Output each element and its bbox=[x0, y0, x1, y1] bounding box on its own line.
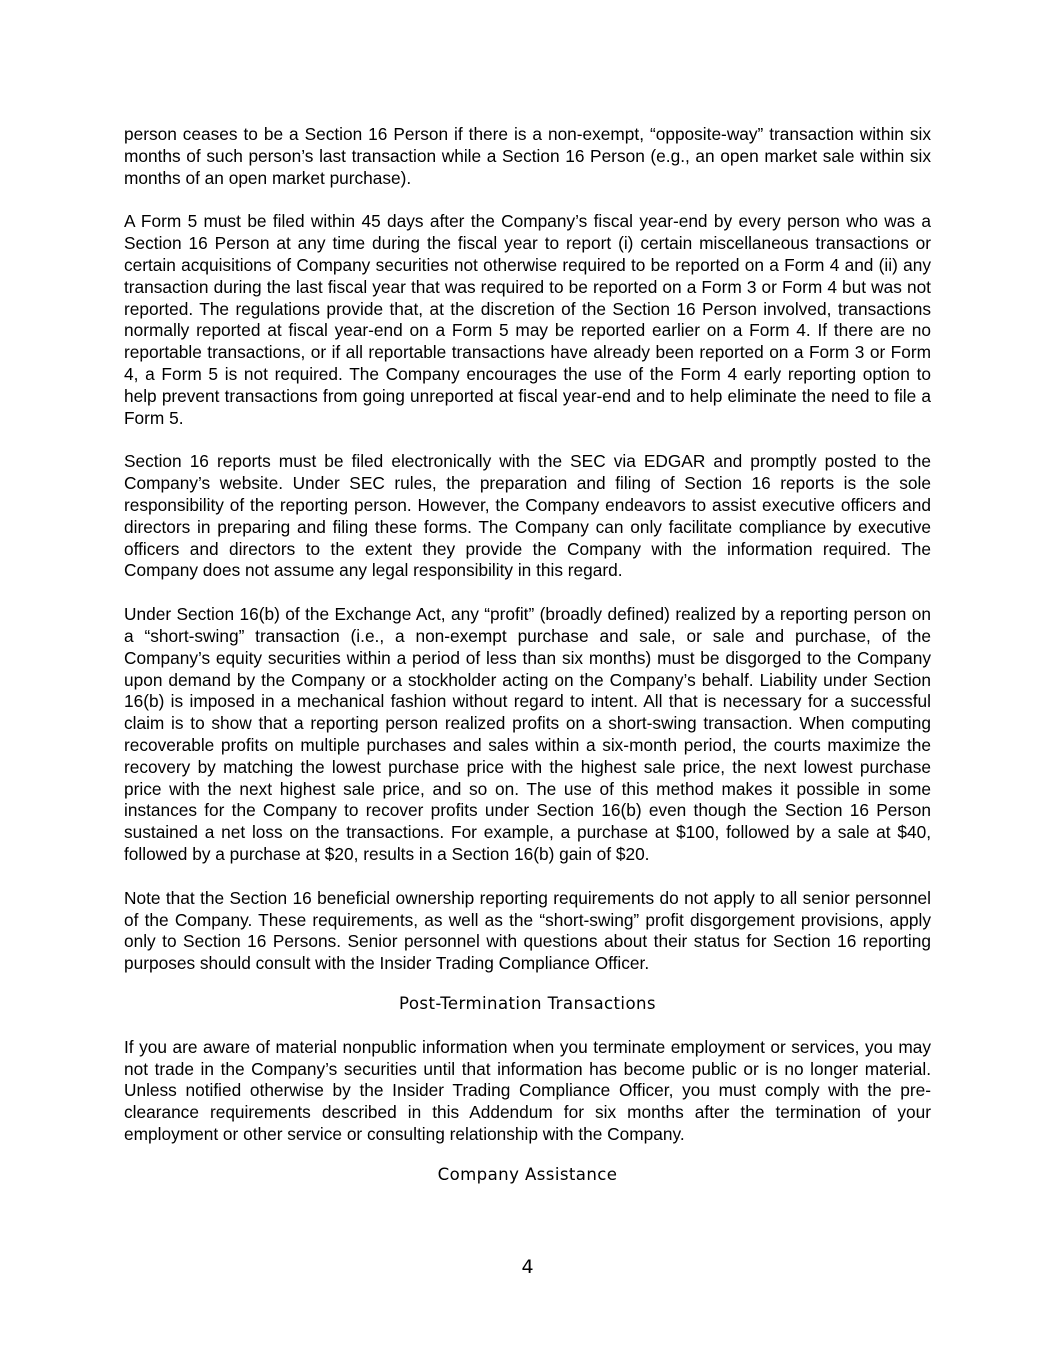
page-number: 4 bbox=[521, 1256, 534, 1278]
paragraph-post-termination: If you are aware of material nonpublic information when you terminate employment or services, you may not trade in the Company’s securities until that information has become public or is no longer material. Unless notified otherwise by the Insider Trading Compliance Officer, you must comply with the pre-clearance requirements described in this Addendum for six months after the termination of your employment or other service or consulting relationship with the Company. bbox=[124, 1036, 931, 1145]
paragraph-section-16-reports: Section 16 reports must be filed electronically with the SEC via EDGAR and promptly posted to the Company’s website. Under SEC rules, the preparation and filing of Section 16 reports is the sole responsibility of the reporting person. However, the Company endeavors to assist executive officers and directors in preparing and filing these forms. The Company can only facilitate compliance by executive officers and directors to the extent they provide the Company with the information required. The Company does not assume any legal responsibility in this regard. bbox=[124, 451, 931, 581]
document-page bbox=[124, 124, 931, 1208]
paragraph-opposite-way-transaction: person ceases to be a Section 16 Person if there is a non-exempt, “opposite-way” transaction within six months of such person’s last transaction while a Section 16 Person (e.g., an open market sale within six months of an open market purchase). bbox=[124, 124, 931, 188]
paragraph-section-16b-profit: Under Section 16(b) of the Exchange Act, any “profit” (broadly defined) realized by a reporting person on a “short-swing” transaction (i.e., a non-exempt purchase and sale, or sale and purchase, of the Company’s equity securities within a period of less than six months) must be disgorged to the Company upon demand by the Company or a stockholder acting on the Company’s behalf. Liability under Section 16(b) is imposed in a mechanical fashion without regard to intent. All that is necessary for a successful claim is to show that a reporting person realized profits on a short-swing transaction. When computing recoverable profits on multiple purchases and sales within a six-month period, the courts maximize the recovery by matching the lowest purchase price with the highest sale price, the next lowest purchase price with the next highest sale price, and so on. The use of this method makes it possible in some instances for the Company to recover profits under Section 16(b) even though the Section 16 Person sustained a net loss on the transactions. For example, a purchase at $100, followed by a sale at $40, followed by a purchase at $20, results in a Section 16(b) gain of $20. bbox=[124, 604, 931, 864]
paragraph-senior-personnel-note: Note that the Section 16 beneficial ownership reporting requirements do not apply to all senior personnel of the Company. These requirements, as well as the “short-swing” profit disgorgement provisions, apply only to Section 16 Persons. Senior personnel with questions about their status for Section 16 reporting purposes should consult with the Insider Trading Compliance Officer. bbox=[124, 887, 931, 974]
paragraph-form-5-filing: A Form 5 must be filed within 45 days after the Company’s fiscal year-end by every person who was a Section 16 Person at any time during the fiscal year to report (i) certain miscellaneous transactions or certain acquisitions of Company securities not otherwise required to be reported on a Form 4 and (ii) any transaction during the last fiscal year that was required to be reported on a Form 3 or Form 4 but was not reported. The regulations provide that, at the discretion of the Section 16 Person involved, transactions normally reported at fiscal year-end on a Form 5 may be reported earlier on a Form 4. If there are no reportable transactions, or if all reportable transactions have already been reported on a Form 3 or Form 4, a Form 5 is not required. The Company encourages the use of the Form 4 early reporting option to help prevent transactions from going unreported at fiscal year-end and to help eliminate the need to file a Form 5. bbox=[124, 211, 931, 428]
heading-post-termination-transactions: Post-Termination Transactions bbox=[399, 993, 656, 1013]
heading-company-assistance: Company Assistance bbox=[437, 1164, 618, 1184]
